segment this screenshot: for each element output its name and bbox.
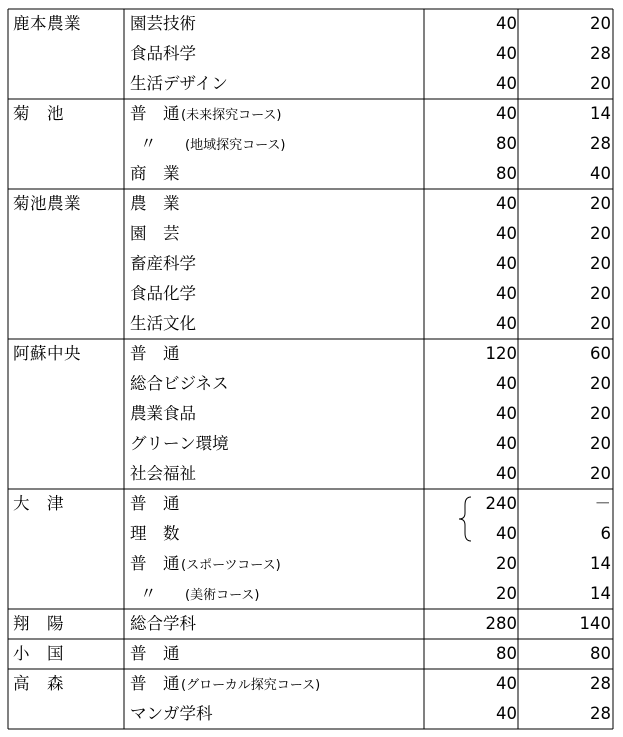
school-name: 大 津 bbox=[13, 494, 64, 513]
capacity-value: 280 bbox=[485, 614, 517, 633]
department-name: 食品科学 bbox=[130, 44, 196, 63]
school-name: 高 森 bbox=[13, 674, 64, 693]
department-name: マンガ学科 bbox=[130, 704, 213, 723]
department-name: 普 通 bbox=[130, 104, 180, 123]
quota-value: 20 bbox=[590, 14, 611, 33]
quota-value: 14 bbox=[590, 104, 611, 123]
department-name: 理 数 bbox=[130, 524, 180, 543]
quota-value: 20 bbox=[590, 314, 611, 333]
department-name: 普 通 bbox=[130, 644, 180, 663]
quota-value: 80 bbox=[590, 644, 611, 663]
quota-value: 14 bbox=[590, 554, 611, 573]
department-name: グリーン環境 bbox=[130, 434, 229, 453]
quota-value: 28 bbox=[590, 674, 611, 693]
capacity-value: 40 bbox=[496, 404, 517, 423]
department-name: 普 通 bbox=[130, 674, 180, 693]
capacity-value: 40 bbox=[496, 224, 517, 243]
school-name: 小 国 bbox=[13, 644, 64, 663]
department-name: 農業食品 bbox=[130, 404, 196, 423]
department-name: 普 通 bbox=[130, 344, 180, 363]
capacity-value: 40 bbox=[496, 434, 517, 453]
school-name: 阿蘇中央 bbox=[13, 344, 81, 363]
department-name: 総合学科 bbox=[130, 614, 196, 633]
capacity-value: 40 bbox=[496, 74, 517, 93]
capacity-value: 40 bbox=[496, 524, 517, 543]
quota-value: 20 bbox=[590, 374, 611, 393]
quota-value: 20 bbox=[590, 224, 611, 243]
department-name: 〃 bbox=[140, 134, 157, 153]
quota-value: 28 bbox=[590, 704, 611, 723]
school-name: 鹿本農業 bbox=[13, 14, 81, 33]
department-name: 総合ビジネス bbox=[130, 374, 229, 393]
capacity-value: 40 bbox=[496, 14, 517, 33]
department-course: (地域探究コース) bbox=[185, 138, 286, 153]
quota-value: 40 bbox=[590, 164, 611, 183]
department-course: (グローカル探究コース) bbox=[181, 678, 321, 693]
department-name: 園芸技術 bbox=[130, 14, 196, 33]
capacity-value: 80 bbox=[496, 644, 517, 663]
school-name: 菊 池 bbox=[13, 104, 64, 123]
capacity-value: 80 bbox=[496, 164, 517, 183]
quota-value: 20 bbox=[590, 404, 611, 423]
quota-value: 28 bbox=[590, 134, 611, 153]
quota-value: 6 bbox=[600, 524, 611, 543]
department-name: 普 通 bbox=[130, 554, 180, 573]
capacity-value: 20 bbox=[496, 584, 517, 603]
capacity-value: 40 bbox=[496, 284, 517, 303]
quota-value: 20 bbox=[590, 74, 611, 93]
department-name: 生活文化 bbox=[130, 314, 196, 333]
department-name: 農 業 bbox=[130, 194, 180, 213]
school-name: 菊池農業 bbox=[13, 194, 81, 213]
capacity-value: 120 bbox=[485, 344, 517, 363]
department-name: 社会福祉 bbox=[130, 464, 196, 483]
capacity-value: 40 bbox=[496, 704, 517, 723]
quota-value: 28 bbox=[590, 44, 611, 63]
department-course: (スポーツコース) bbox=[181, 558, 281, 573]
capacity-value: 40 bbox=[496, 674, 517, 693]
capacity-value: 40 bbox=[496, 314, 517, 333]
quota-value: 20 bbox=[590, 194, 611, 213]
capacity-value: 40 bbox=[496, 44, 517, 63]
department-name: 商 業 bbox=[130, 164, 180, 183]
department-name: 普 通 bbox=[130, 494, 180, 513]
quota-value: 14 bbox=[590, 584, 611, 603]
capacity-value: 240 bbox=[485, 494, 517, 513]
capacity-value: 80 bbox=[496, 134, 517, 153]
capacity-value: 40 bbox=[496, 254, 517, 273]
department-name: 園 芸 bbox=[130, 224, 180, 243]
capacity-value: 40 bbox=[496, 104, 517, 123]
capacity-value: 20 bbox=[496, 554, 517, 573]
department-course: (未来探究コース) bbox=[181, 108, 282, 123]
quota-value: 20 bbox=[590, 254, 611, 273]
capacity-value: 40 bbox=[496, 464, 517, 483]
quota-value: 60 bbox=[590, 344, 611, 363]
department-name: 畜産科学 bbox=[130, 254, 196, 273]
department-course: (美術コース) bbox=[185, 588, 260, 603]
quota-value: 20 bbox=[590, 434, 611, 453]
department-name: 〃 bbox=[140, 584, 157, 603]
department-name: 生活デザイン bbox=[130, 74, 228, 93]
department-name: 食品化学 bbox=[130, 284, 196, 303]
school-name: 翔 陽 bbox=[13, 614, 64, 633]
quota-value: 20 bbox=[590, 284, 611, 303]
quota-value: 20 bbox=[590, 464, 611, 483]
capacity-value: 40 bbox=[496, 374, 517, 393]
quota-value: － bbox=[594, 494, 611, 513]
capacity-value: 40 bbox=[496, 194, 517, 213]
quota-value: 140 bbox=[579, 614, 611, 633]
